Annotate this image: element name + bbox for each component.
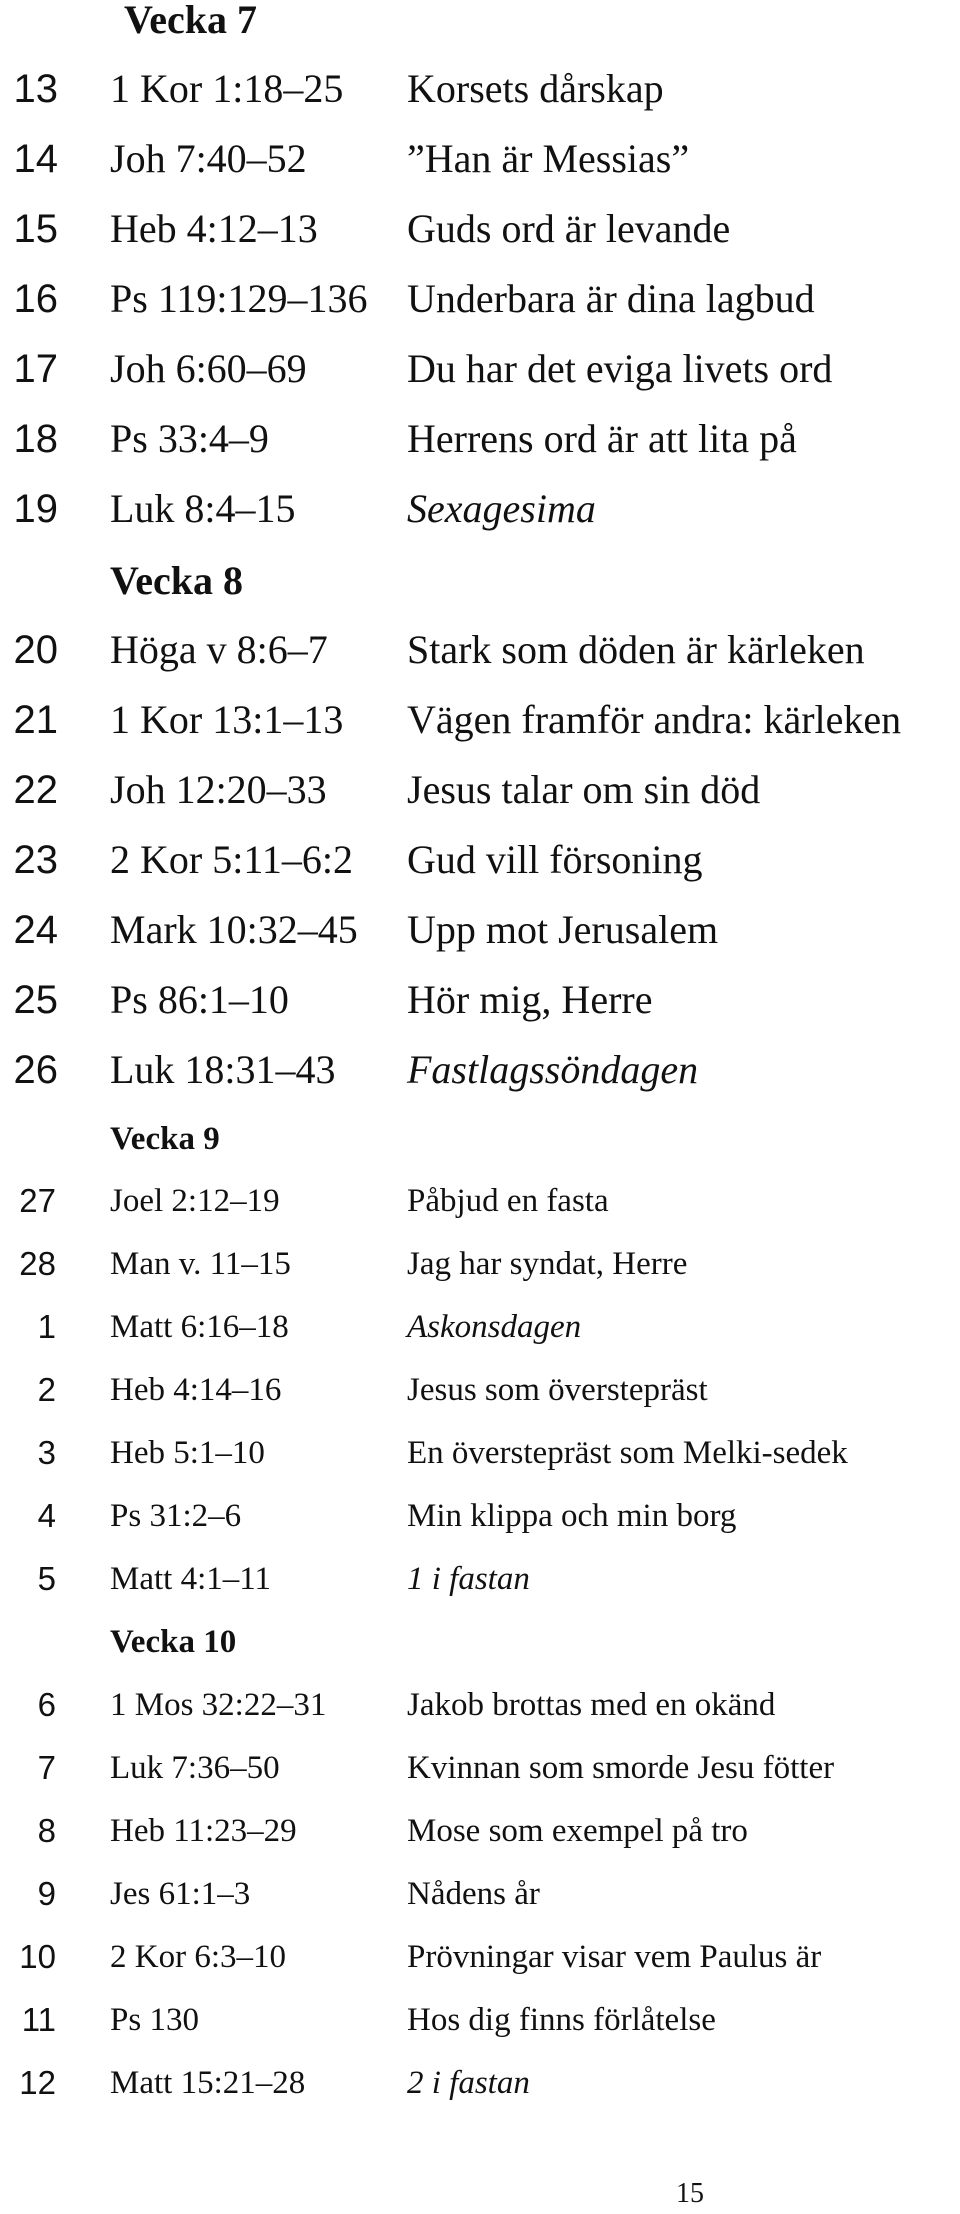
scripture-reference: Ps 33:4–9	[110, 416, 269, 461]
day-number: 25	[13, 978, 58, 1022]
reading-title-holiday: 1 i fastan	[407, 1561, 530, 1597]
reading-row	[0, 1431, 960, 1475]
scripture-reference: Joel 2:12–19	[110, 1183, 280, 1219]
scripture-reference: Heb 11:23–29	[110, 1813, 297, 1849]
day-number: 1	[37, 1308, 56, 1345]
scripture-reference: Ps 119:129–136	[110, 276, 368, 321]
reading-row	[0, 1746, 960, 1790]
day-number: 4	[37, 1497, 56, 1534]
day-number: 14	[13, 137, 58, 181]
week-heading-label: Vecka 10	[110, 1624, 237, 1660]
scripture-reference: Luk 18:31–43	[110, 1047, 336, 1092]
scripture-reference: Ps 31:2–6	[110, 1498, 242, 1534]
day-number: 8	[37, 1812, 56, 1849]
reading-title-holiday: 2 i fastan	[407, 2065, 530, 2101]
scripture-reference: 2 Kor 6:3–10	[110, 1939, 286, 1975]
reading-row	[0, 133, 960, 185]
reading-row	[0, 483, 960, 535]
reading-title: Mose som exempel på tro	[407, 1813, 748, 1849]
day-number: 17	[13, 347, 58, 391]
reading-row	[0, 413, 960, 465]
day-number: 3	[37, 1434, 56, 1471]
day-number: 26	[13, 1048, 58, 1092]
reading-row	[0, 1872, 960, 1916]
reading-title: Stark som döden är kärleken	[407, 627, 865, 672]
reading-row	[0, 1998, 960, 2042]
day-number: 24	[13, 908, 58, 952]
day-number: 13	[13, 67, 58, 111]
reading-title-holiday: Sexagesima	[407, 486, 596, 531]
reading-row	[0, 1242, 960, 1286]
reading-row	[0, 1044, 960, 1096]
scripture-reference: Matt 15:21–28	[110, 2065, 306, 2101]
reading-title: Jesus som överstepräst	[407, 1372, 708, 1408]
reading-title: ”Han är Messias”	[407, 136, 690, 181]
scripture-reference: Luk 7:36–50	[110, 1750, 280, 1786]
day-number: 27	[19, 1182, 56, 1219]
day-number: 7	[37, 1749, 56, 1786]
reading-row	[0, 624, 960, 676]
reading-title: Guds ord är levande	[407, 206, 731, 251]
reading-row	[0, 2061, 960, 2105]
reading-title: Jakob brottas med en okänd	[407, 1687, 776, 1723]
scripture-reference: Joh 6:60–69	[110, 346, 307, 391]
reading-row	[0, 1494, 960, 1538]
day-number: 23	[13, 838, 58, 882]
reading-title: Hör mig, Herre	[407, 977, 653, 1022]
day-number: 6	[37, 1686, 56, 1723]
reading-title: Min klippa och min borg	[407, 1498, 737, 1534]
reading-title: En överstepräst som Melki-sedek	[407, 1435, 848, 1471]
scripture-reference: Jes 61:1–3	[110, 1876, 251, 1912]
reading-row	[0, 1305, 960, 1349]
reading-row	[0, 764, 960, 816]
scripture-reference: 2 Kor 5:11–6:2	[110, 837, 353, 882]
day-number: 28	[19, 1245, 56, 1282]
reading-title: Nådens år	[407, 1876, 540, 1912]
day-number: 11	[21, 2001, 56, 2038]
day-number: 16	[13, 277, 58, 321]
scripture-reference: Heb 5:1–10	[110, 1435, 265, 1471]
week-heading	[0, 1620, 960, 1664]
reading-title: Kvinnan som smorde Jesu fötter	[407, 1750, 835, 1786]
reading-title-holiday: Fastlagssöndagen	[407, 1047, 699, 1092]
reading-row	[0, 203, 960, 255]
scripture-reference: Luk 8:4–15	[110, 486, 296, 531]
week-heading	[0, 1117, 960, 1161]
reading-title: Korsets dårskap	[407, 66, 664, 111]
reading-title: Vägen framför andra: kärleken	[407, 697, 902, 742]
reading-title: Du har det eviga livets ord	[407, 346, 833, 391]
reading-title-holiday: Askonsdagen	[407, 1309, 582, 1345]
week-heading-label: Vecka 9	[110, 1121, 220, 1157]
reading-title: Herrens ord är att lita på	[407, 416, 797, 461]
day-number: 15	[13, 207, 58, 251]
reading-row	[0, 694, 960, 746]
week-heading	[0, 555, 960, 607]
week-heading	[0, 0, 960, 46]
scripture-reference: Joh 7:40–52	[110, 136, 307, 181]
day-number: 20	[13, 628, 58, 672]
reading-row	[0, 1557, 960, 1601]
reading-title: Hos dig finns förlåtelse	[407, 2002, 716, 2038]
reading-row	[0, 1368, 960, 1412]
reading-row	[0, 63, 960, 115]
day-number: 22	[13, 768, 58, 812]
reading-row	[0, 343, 960, 395]
reading-title: Gud vill försoning	[407, 837, 703, 882]
day-number: 19	[13, 487, 58, 531]
scripture-reference: Höga v 8:6–7	[110, 627, 328, 672]
reading-row	[0, 1179, 960, 1223]
scripture-reference: Heb 4:14–16	[110, 1372, 282, 1408]
reading-title: Jag har syndat, Herre	[407, 1246, 688, 1282]
scripture-reference: 1 Kor 1:18–25	[110, 66, 344, 111]
scripture-reference: Ps 130	[110, 2002, 199, 2038]
week-heading-label: Vecka 7	[124, 0, 257, 42]
scripture-reference: Heb 4:12–13	[110, 206, 318, 251]
reading-title: Underbara är dina lagbud	[407, 276, 815, 321]
day-number: 21	[13, 698, 58, 742]
scripture-reference: Mark 10:32–45	[110, 907, 358, 952]
scripture-reference: Joh 12:20–33	[110, 767, 327, 812]
day-number: 12	[19, 2064, 56, 2101]
page-number: 15	[676, 2178, 704, 2209]
scripture-reference: Man v. 11–15	[110, 1246, 291, 1282]
day-number: 10	[19, 1938, 56, 1975]
reading-title: Prövningar visar vem Paulus är	[407, 1939, 822, 1975]
day-number: 9	[37, 1875, 56, 1912]
day-number: 2	[37, 1371, 56, 1408]
scripture-reference: Ps 86:1–10	[110, 977, 289, 1022]
reading-row	[0, 1935, 960, 1979]
scripture-reference: Matt 4:1–11	[110, 1561, 272, 1597]
reading-row	[0, 834, 960, 886]
day-number: 5	[37, 1560, 56, 1597]
day-number: 18	[13, 417, 58, 461]
reading-title: Jesus talar om sin död	[407, 767, 761, 812]
reading-row	[0, 273, 960, 325]
reading-row	[0, 1809, 960, 1853]
reading-row	[0, 1683, 960, 1727]
reading-title: Upp mot Jerusalem	[407, 907, 719, 952]
reading-row	[0, 904, 960, 956]
week-heading-label: Vecka 8	[110, 558, 243, 603]
scripture-reference: Matt 6:16–18	[110, 1309, 289, 1345]
scripture-reference: 1 Mos 32:22–31	[110, 1687, 327, 1723]
reading-row	[0, 974, 960, 1026]
reading-title: Påbjud en fasta	[407, 1183, 609, 1219]
scripture-reference: 1 Kor 13:1–13	[110, 697, 344, 742]
